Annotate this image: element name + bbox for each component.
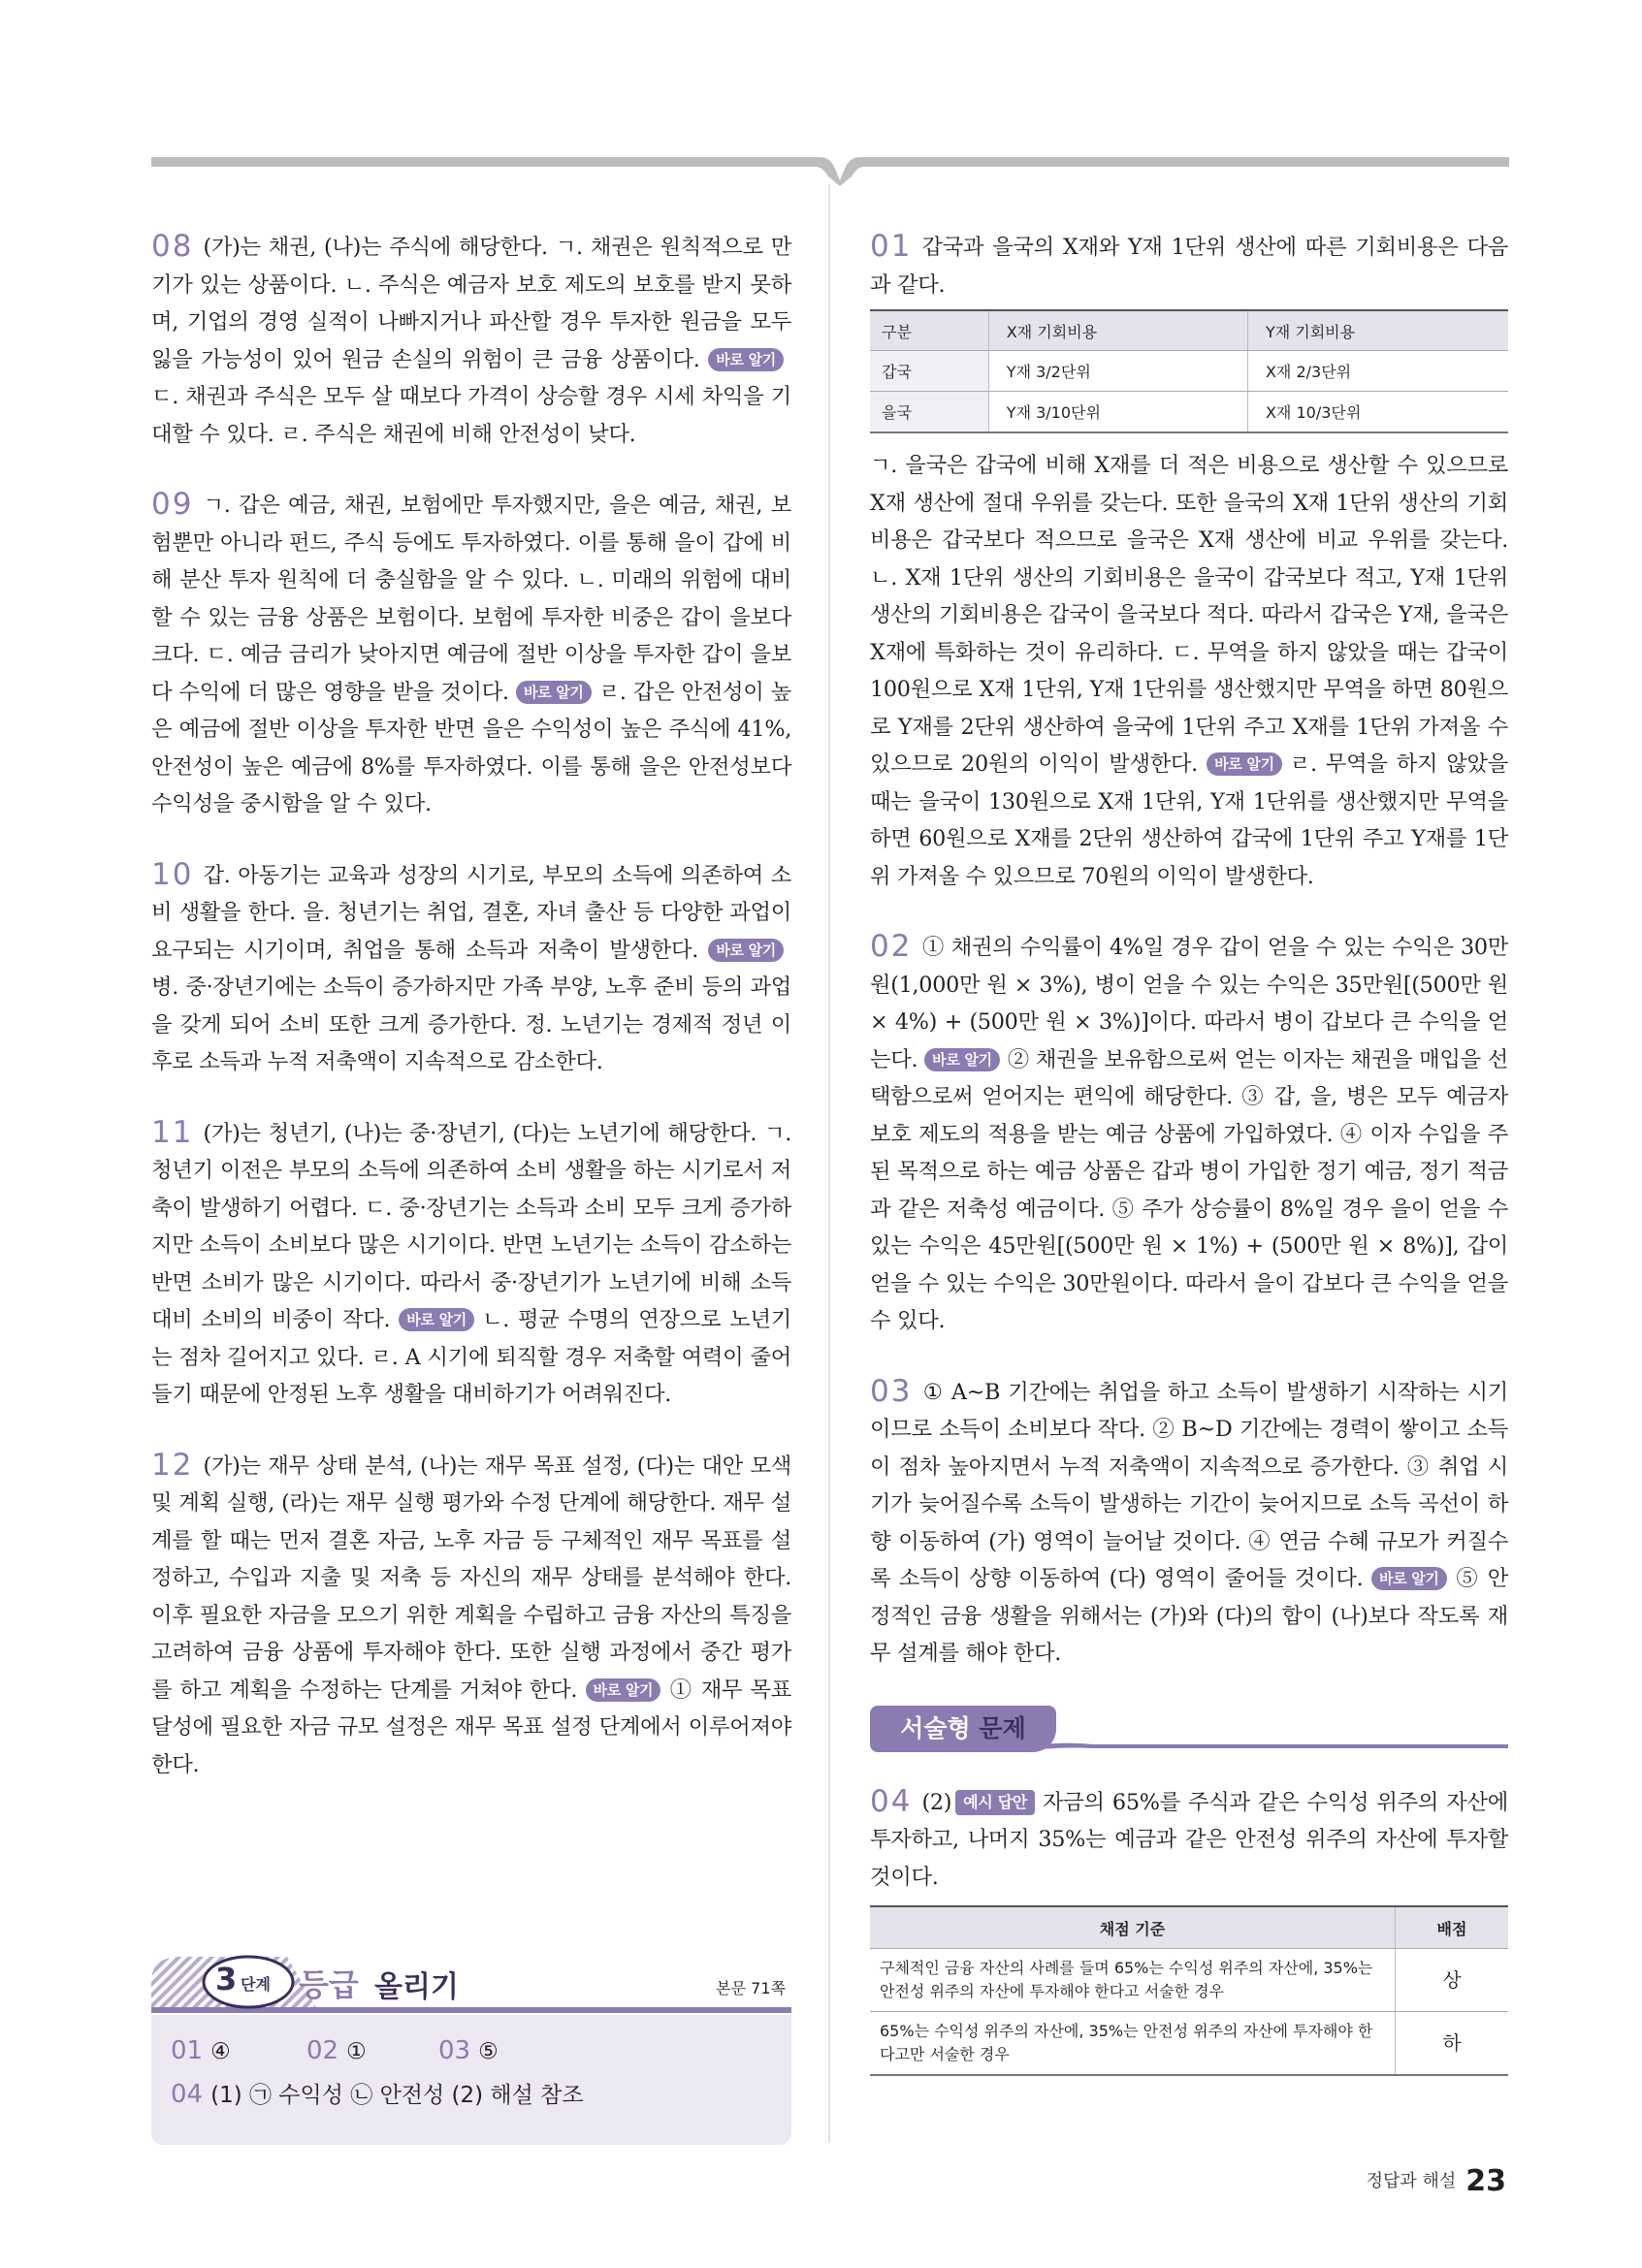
- header-underline: [1015, 1741, 1508, 1754]
- example-answer-badge: 예시 답안: [955, 1790, 1035, 1815]
- answer-03: [438, 2036, 499, 2065]
- stage-title-2: 올리기: [374, 1970, 459, 2004]
- explanation-text: ㄱ. 갑은 예금, 채권, 보험에만 투자했지만, 을은 예금, 채권, 보험뿐만 아니라 펀드, 주식 등에도 투자하였다. 이를 통해 을이 갑에 비해 분산 투자 원칙에 더 충실함을 알 수 있다. ㄴ. 미래의 위험에 대비할 수 있는 금융 상품은 보험이다. 보험에 투자한 비중은 갑이 을보다 크다. ㄷ. 예금 금리가 낮아지면 예금에 절반 이상을 투자한 갑이 을보다 수익에 더 많은 영향을 받을 것이다.: [151, 493, 791, 705]
- table-row: [870, 2012, 1508, 2076]
- table-header: 배점: [1396, 1906, 1509, 1949]
- table-header: 채점 기준: [870, 1906, 1396, 1949]
- correction-text: ㄷ. 채권과 주식은 모두 살 때보다 가격이 상승할 경우 시세 차익을 기대할 수 있다. ㄹ. 주식은 채권에 비해 안전성이 낮다.: [151, 384, 791, 447]
- subhead-word-1: 서술형: [900, 1713, 971, 1742]
- question-04: [870, 1783, 1508, 2077]
- answer-01: [171, 2036, 231, 2065]
- stage-step-label: 단계: [241, 1975, 271, 1994]
- correction-badge: 바로 알기: [924, 1048, 1000, 1071]
- correction-badge: 바로 알기: [399, 1308, 474, 1331]
- footer-label: 정답과 해설: [1366, 2171, 1457, 2191]
- top-divider-bar: [151, 147, 1509, 186]
- table-cell: 갑국: [870, 351, 988, 392]
- correction-badge: 바로 알기: [1371, 1567, 1447, 1590]
- explanation-text: ① A~B 기간에는 취업을 하고 소득이 발생하기 시작하는 시기이므로 소득이 소비보다 작다. ② B~D 기간에는 경력이 쌓이고 소득이 점차 높아지면서 누적 저축액이 지속적으로 증가한다. ③ 취업 시기가 늦어질수록 소득이 발생하는 기간이 늦어지므로 소득 곡선이 하향 이동하여 (가) 영역이 늘어날 것이다. ④ 연금 수혜 규모가 커질수록 소득이 상향 이동하여 (다) 영역이 줄어들 것이다.: [870, 1379, 1508, 1591]
- question-number: 04: [870, 1783, 913, 1819]
- score-cell: 상: [1396, 1949, 1509, 2012]
- table-cell: Y재 3/10단위: [988, 392, 1247, 433]
- question-number: 12: [151, 1447, 194, 1483]
- stage-answers-panel: [151, 2015, 791, 2145]
- question-number: 02: [870, 929, 913, 964]
- question-number: 11: [151, 1114, 194, 1150]
- opportunity-cost-table: [870, 309, 1508, 433]
- answer-value: (1) ㉠ 수익성 ㉡ 안전성 (2) 해설 참조: [210, 2083, 584, 2108]
- question-intro: 갑국과 을국의 X재와 Y재 1단위 생산에 따른 기회비용은 다음과 같다.: [870, 235, 1508, 298]
- table-cell: 을국: [870, 392, 988, 433]
- table-cell: Y재 3/2단위: [988, 351, 1247, 392]
- stage-3-answer-box: [151, 1949, 791, 2151]
- correction-badge: 바로 알기: [516, 681, 592, 704]
- question-01: [870, 228, 1508, 895]
- table-row: [870, 1949, 1508, 2012]
- question-03: [870, 1373, 1508, 1673]
- question-number: 03: [870, 1373, 913, 1409]
- page-footer: [1367, 2164, 1506, 2198]
- answer-value: ①: [346, 2039, 367, 2064]
- answer-number: 01: [171, 2036, 204, 2065]
- sub-question-label: (2): [921, 1789, 952, 1815]
- subhead-word-2: 문제: [979, 1713, 1026, 1742]
- score-cell: 하: [1396, 2012, 1509, 2076]
- question-11: [151, 1114, 791, 1414]
- scoring-table: [870, 1905, 1508, 2076]
- table-row: [870, 392, 1508, 433]
- answer-number: 02: [306, 2036, 339, 2065]
- right-column: [870, 228, 1508, 2076]
- explanation-text: (가)는 청년기, (나)는 중·장년기, (다)는 노년기에 해당한다. ㄱ. 청년기 이전은 부모의 소득에 의존하여 소비 생활을 하는 시기로서 저축이 발생하기 어렵다. ㄷ. 중·장년기는 소득과 소비 모두 크게 증가하지만 소득이 소비보다 많은 시기이다. 반면 노년기는 소득이 감소하는 반면 소비가 많은 시기이다. 따라서 중·장년기가 노년기에 비해 소득 대비 소비의 비중이 작다.: [151, 1120, 791, 1332]
- stage-title-1: 등급: [299, 1966, 359, 2003]
- correction-text: ⑤ 안정적인 금융 생활을 위해서는 (가)와 (다)의 합이 (나)보다 작도록 재무 설계를 해야 한다.: [870, 1566, 1508, 1666]
- criterion-cell: 구체적인 금융 자산의 사례를 들며 65%는 수익성 위주의 자산에, 35%는 안전성 위주의 자산에 투자해야 한다고 서술한 경우: [870, 1949, 1396, 2012]
- explanation-text: 갑. 아동기는 교육과 성장의 시기로, 부모의 소득에 의존하여 소비 생활을 한다. 을. 청년기는 취업, 결혼, 자녀 출산 등 다양한 과업이 요구되는 시기이며, 취업을 통해 소득과 저축이 발생한다.: [151, 862, 791, 963]
- question-09: [151, 486, 791, 823]
- correction-badge: 바로 알기: [708, 939, 784, 962]
- answer-number: 03: [438, 2036, 471, 2065]
- table-cell: X재 10/3단위: [1247, 392, 1508, 433]
- stage-title-bar: [151, 1949, 791, 2015]
- question-12: [151, 1447, 791, 1784]
- correction-text: ㄹ. 무역을 하지 않았을 때는 을국이 130원으로 X재 1단위, Y재 1단위를 생산했지만 무역을 하면 60원으로 X재를 2단위 생산하여 갑국에 1단위 주고 Y재를 1단위 가져올 수 있으므로 70원의 이익이 발생한다.: [870, 751, 1508, 889]
- page-number: 23: [1465, 2164, 1506, 2198]
- table-header: Y재 기회비용: [1247, 310, 1508, 351]
- answer-number: 04: [171, 2080, 204, 2109]
- page-reference: 본문 71쪽: [716, 1979, 786, 1997]
- correction-text: ㄴ. 평균 수명의 연장으로 노년기는 점차 길어지고 있다. ㄹ. A 시기에 퇴직할 경우 저축할 여력이 줄어들기 때문에 안정된 노후 생활을 대비하기가 어려워진다.: [151, 1307, 791, 1407]
- answer-02: [306, 2036, 367, 2065]
- question-number: 08: [151, 229, 194, 264]
- answer-04: [171, 2077, 584, 2109]
- question-number: 01: [870, 229, 913, 264]
- stage-step-number: 3: [215, 1961, 238, 1997]
- left-column: [151, 228, 791, 1816]
- correction-text: ㄹ. 갑은 안전성이 높은 예금에 절반 이상을 투자한 반면 을은 수익성이 높은 주식에 41%, 안전성이 높은 예금에 8%를 투자하였다. 이를 통해 을은 안전성보다 수익성을 중시함을 알 수 있다.: [151, 679, 791, 816]
- correction-badge: 바로 알기: [1207, 752, 1282, 776]
- table-cell: X재 2/3단위: [1247, 351, 1508, 392]
- answer-value: ⑤: [478, 2039, 499, 2064]
- answer-value: ④: [210, 2039, 231, 2064]
- question-10: [151, 856, 791, 1081]
- table-header: 구분: [870, 310, 988, 351]
- question-number: 09: [151, 487, 194, 522]
- explanation-text: ㄱ. 을국은 갑국에 비해 X재를 더 적은 비용으로 생산할 수 있으므로 X재 생산에 절대 우위를 갖는다. 또한 을국의 X재 1단위 생산의 기회비용은 갑국보다 적으므로 을국은 X재 생산에 비교 우위를 갖는다. ㄴ. X재 1단위 생산의 기회비용은 을국이 갑국보다 적고, Y재 1단위 생산의 기회비용은 갑국이 을국보다 적다. 따라서 갑국은 Y재, 을국은 X재에 특화하는 것이 유리하다. ㄷ. 무역을 하지 않았을 때는 갑국이 100원으로 X재 1단위, Y재 1단위를 생산했지만 무역을 하면 80원으로 Y재를 2단위 생산하여 을국에 1단위 주고 X재를 1단위 가져올 수 있으므로 20원의 이익이 발생한다.: [870, 453, 1508, 777]
- question-08: [151, 228, 791, 453]
- correction-text: ① 재무 목표 달성에 필요한 자금 규모 설정은 재무 목표 설정 단계에서 이루어져야 한다.: [151, 1677, 792, 1777]
- criterion-cell: 65%는 수익성 위주의 자산에, 35%는 안전성 위주의 자산에 투자해야 한다고만 서술한 경우: [870, 2012, 1396, 2076]
- question-number: 10: [151, 856, 194, 892]
- descriptive-question-header: [870, 1706, 1508, 1758]
- correction-text: ② 채권을 보유함으로써 얻는 이자는 채권을 매입을 선택함으로써 얻어지는 편익에 해당한다. ③ 갑, 을, 병은 모두 예금자 보호 제도의 적용을 받는 예금 상품에 가입하였다. ④ 이자 수입을 주된 목적으로 하는 예금 상품은 갑과 병이 가입한 정기 예금, 정기 적금과 같은 저축성 예금이다. ⑤ 주가 상승률이 8%일 경우 을이 얻을 수 있는 수익은 45만원[(500만 원 × 1%) + (500만 원 × 8%)], 갑이 얻을 수 있는 수익은 30만원이다. 따라서 을이 갑보다 큰 수익을 얻을 수 있다.: [870, 1046, 1509, 1333]
- question-02: [870, 928, 1508, 1340]
- correction-badge: 바로 알기: [708, 348, 784, 371]
- explanation-text: ① 채권의 수익률이 4%일 경우 갑이 얻을 수 있는 수익은 30만원(1,000만 원 × 3%), 병이 얻을 수 있는 수익은 35만원[(500만 원 × 4%) + (500만 원 × 3%)]이다. 따라서 병이 갑보다 큰 수익을 얻는다.: [870, 935, 1508, 1072]
- subhead-label: [870, 1706, 1056, 1752]
- explanation-text: (가)는 재무 상태 분석, (나)는 재무 목표 설정, (다)는 대안 모색 및 계획 실행, (라)는 재무 실행 평가와 수정 단계에 해당한다. 재무 설계를 할 때는 먼저 결혼 자금, 노후 자금 등 구체적인 재무 목표를 설정하고, 수입과 지출 및 저축 등 자신의 재무 상태를 분석해야 한다. 이후 필요한 자금을 모으기 위한 계획을 수립하고 금융 자산의 특징을 고려하여 금융 상품에 투자해야 한다. 또한 실행 과정에서 중간 평가를 하고 계획을 수정하는 단계를 거쳐야 한다.: [151, 1453, 791, 1703]
- column-divider: [828, 184, 830, 2143]
- explanation-text: (가)는 채권, (나)는 주식에 해당한다. ㄱ. 채권은 원칙적으로 만기가 있는 상품이다. ㄴ. 주식은 예금자 보호 제도의 보호를 받지 못하며, 기업의 경영 실적이 나빠지거나 파산할 경우 투자한 원금을 모두 잃을 가능성이 있어 원금 손실의 위험이 큰 금융 상품이다.: [151, 235, 791, 372]
- table-row: [870, 351, 1508, 392]
- example-answer-text: 자금의 65%를 주식과 같은 수익성 위주의 자산에 투자하고, 나머지 35%는 예금과 같은 안전성 위주의 자산에 투자할 것이다.: [870, 1789, 1508, 1890]
- table-header: X재 기회비용: [988, 310, 1247, 351]
- correction-text: 병. 중·장년기에는 소득이 증가하지만 가족 부양, 노후 준비 등의 과업을 갖게 되어 소비 또한 크게 증가한다. 정. 노년기는 경제적 정년 이후로 소득과 누적 저축액이 지속적으로 감소한다.: [151, 974, 791, 1074]
- correction-badge: 바로 알기: [586, 1678, 661, 1702]
